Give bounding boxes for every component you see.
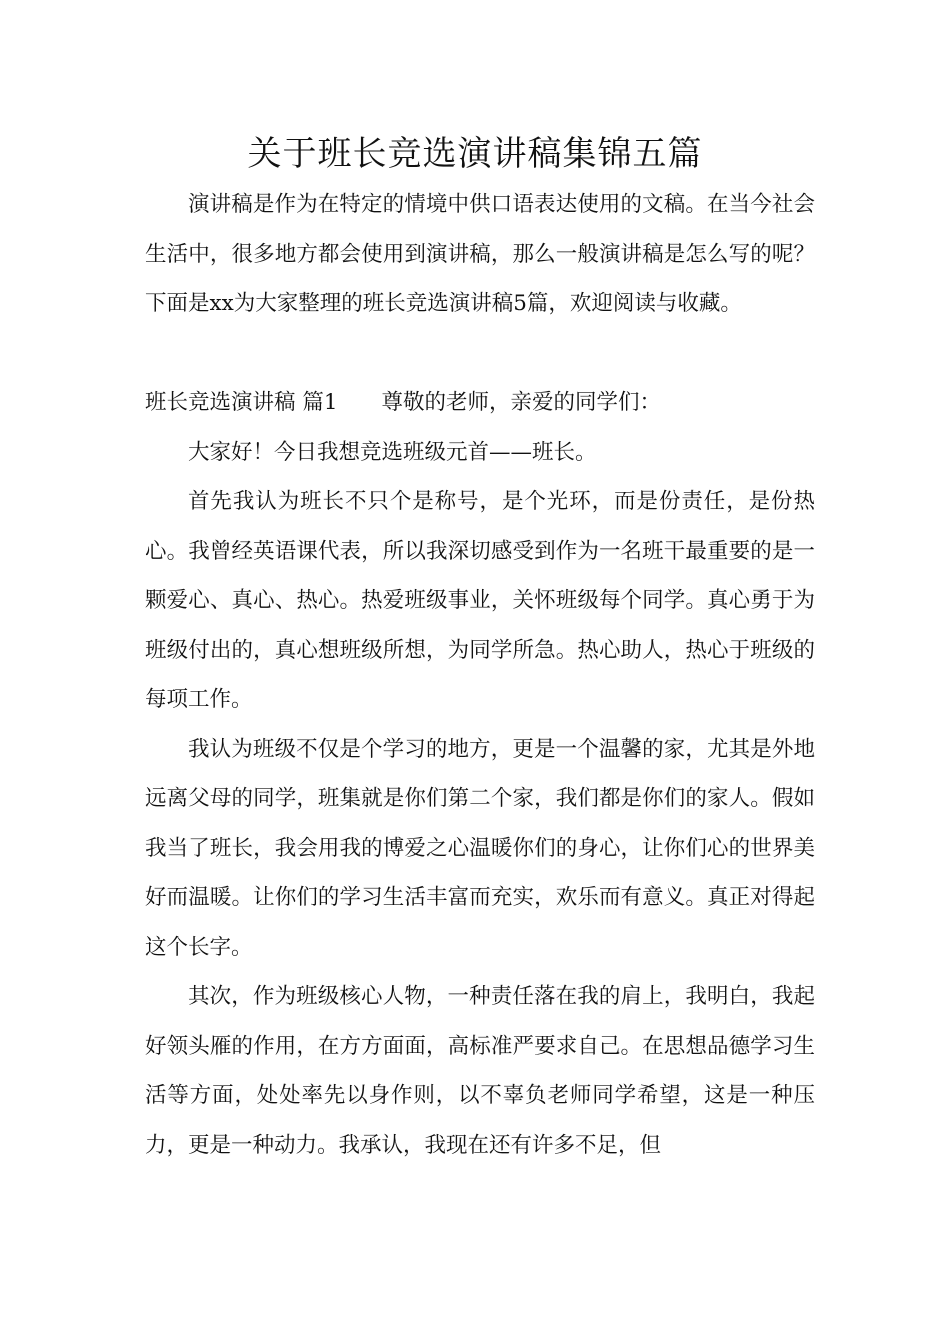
document-body (145, 180, 815, 1170)
body-paragraph-1: 大家好！今日我想竞选班级元首——班长。 (188, 439, 597, 465)
body-paragraph-4: 其次，作为班级核心人物，一种责任落在我的肩上，我明白，我起好领头雁的作用，在方方面面，高标准严要求自己。在思想品德学习生活等方面，处处率先以身作则，以不辜负老师同学希望，这是一种压力，更是一种动力。我承认，我现在还有许多不足，但 (145, 984, 815, 1158)
document-title: 关于班长竞选演讲稿集锦五篇 (247, 134, 703, 174)
body-paragraph-3: 我认为班级不仅是个学习的地方，更是一个温馨的家，尤其是外地远离父母的同学，班集就是你们第二个家，我们都是你们的家人。假如我当了班长，我会用我的博爱之心温暖你们的身心，让你们心的世界美好而温暖。让你们的学习生活丰富而充实，欢乐而有意义。真正对得起这个长字。 (145, 736, 815, 960)
section-heading: 班长竞选演讲稿 篇1 (145, 390, 338, 415)
body-paragraph-2: 首先我认为班长不只个是称号，是个光环，而是份责任，是份热心。我曾经英语课代表，所以我深切感受到作为一名班干最重要的是一颗爱心、真心、热心。热爱班级事业，关怀班级每个同学。真心勇于为班级付出的，真心想班级所想，为同学所急。热心助人，热心于班级的每项工作。 (145, 489, 815, 712)
salutation: 尊敬的老师，亲爱的同学们： (381, 390, 662, 415)
blank-line (145, 329, 815, 379)
section-heading-line (145, 378, 815, 428)
intro-paragraph: 演讲稿是作为在特定的情境中供口语表达使用的文稿。在当今社会生活中，很多地方都会使用到演讲稿，那么一般演讲稿是怎么写的呢？下面是xx为大家整理的班长竞选演讲稿5篇，欢迎阅读与收藏。 (145, 192, 815, 316)
